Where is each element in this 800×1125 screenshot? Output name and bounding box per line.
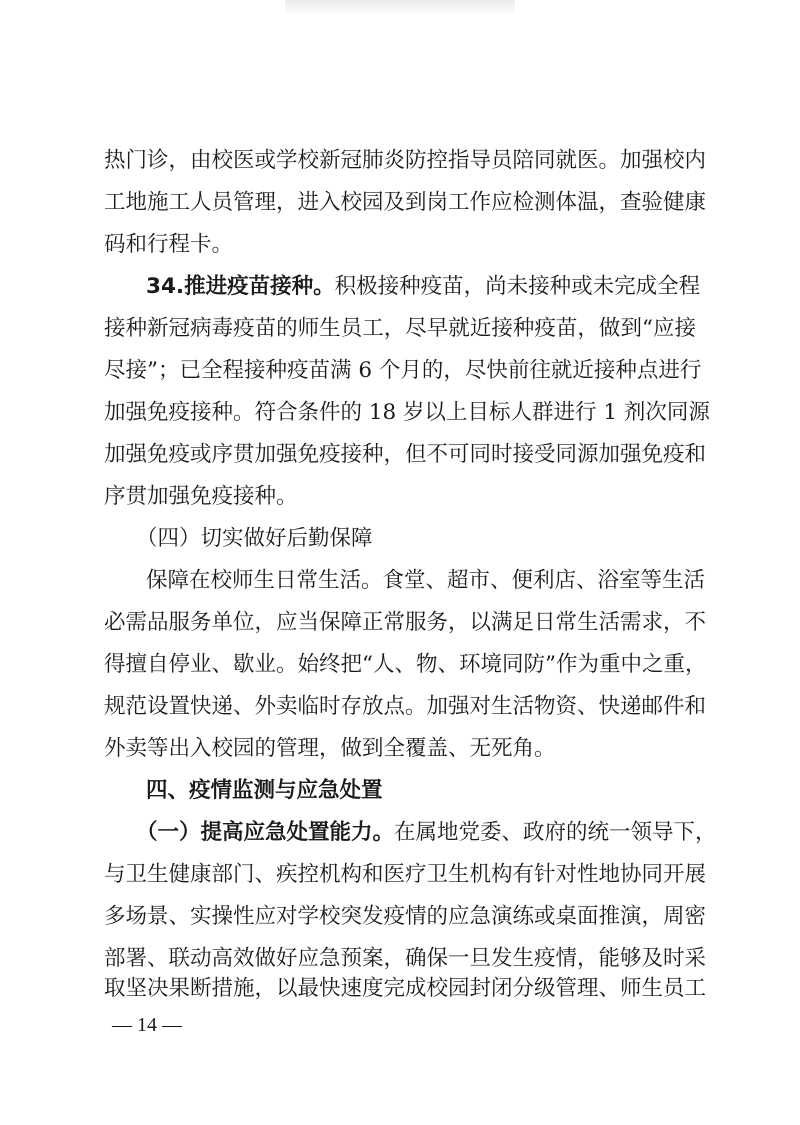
page-number: — 14 — <box>112 1014 182 1036</box>
subsection-heading: （四）切实做好后勤保障 <box>136 526 373 551</box>
paragraph-line: 取坚决果断措施，以最快速度完成校园封闭分级管理、师生员工 <box>104 976 707 1001</box>
paragraph-line: 多场景、实操性应对学校突发疫情的应急演练或桌面推演，周密 <box>104 904 707 929</box>
paragraph-line: 加强免疫接种。符合条件的 18 岁以上目标人群进行 1 剂次同源 <box>104 400 710 425</box>
paragraph-line: 得擅自停业、歇业。始终把“人、物、环境同防”作为重中之重， <box>104 652 707 677</box>
paragraph-line: 34.推进疫苗接种。积极接种疫苗，尚未接种或未完成全程 <box>146 274 701 299</box>
paragraph-line: 接种新冠病毒疫苗的师生员工，尽早就近接种疫苗，做到“应接 <box>104 316 696 341</box>
paragraph-line: 加强免疫或序贯加强免疫接种，但不可同时接受同源加强免疫和 <box>104 442 707 467</box>
paragraph-line: 热门诊，由校医或学校新冠肺炎防控指导员陪同就医。加强校内 <box>104 148 707 173</box>
paragraph-line: 外卖等出入校园的管理，做到全覆盖、无死角。 <box>104 736 556 761</box>
section-lead: 34.推进疫苗接种。 <box>146 274 335 299</box>
section-lead: （一）提高应急处置能力。 <box>136 820 395 845</box>
paragraph-line: 尽接”；已全程接种疫苗满 6 个月的，尽快前往就近接种点进行 <box>104 358 702 383</box>
paragraph-line: 保障在校师生日常生活。食堂、超市、便利店、浴室等生活 <box>146 568 706 593</box>
paragraph-line: 与卫生健康部门、疾控机构和医疗卫生机构有针对性地协同开展 <box>104 862 707 887</box>
paragraph-line: 必需品服务单位，应当保障正常服务，以满足日常生活需求，不 <box>104 610 707 635</box>
paragraph-line: 部署、联动高效做好应急预案，确保一旦发生疫情，能够及时采 <box>104 946 707 971</box>
paragraph-line: 工地施工人员管理，进入校园及到岗工作应检测体温，查验健康 <box>104 190 707 215</box>
paragraph-line: 码和行程卡。 <box>104 232 234 257</box>
section-heading: 四、疫情监测与应急处置 <box>146 778 383 803</box>
paragraph-line: 规范设置快递、外卖临时存放点。加强对生活物资、快递邮件和 <box>104 694 707 719</box>
paragraph-line: （一）提高应急处置能力。在属地党委、政府的统一领导下， <box>136 820 717 845</box>
scan-artifact <box>285 0 515 16</box>
paragraph-line: 序贯加强免疫接种。 <box>104 484 298 509</box>
